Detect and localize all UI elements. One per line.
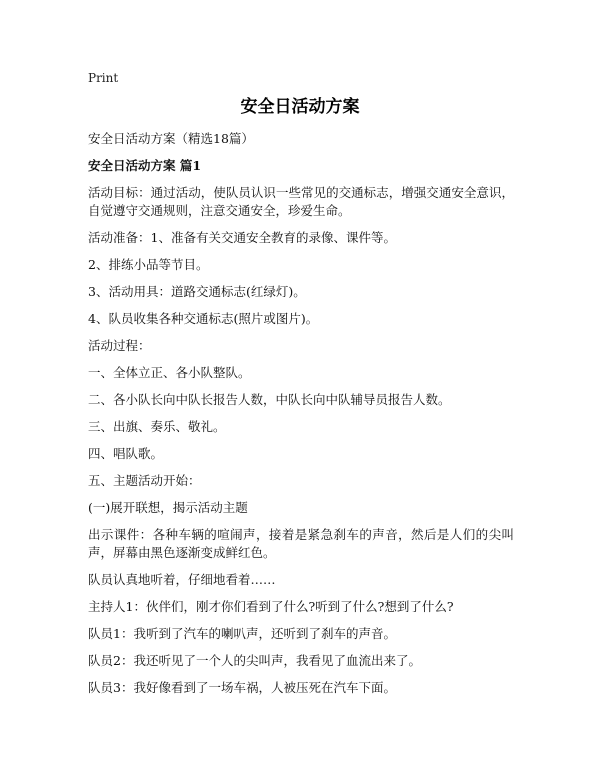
body-paragraph: 出示课件：各种车辆的喧闹声，接着是紧急刹车的声音，然后是人们的尖叫声，屏幕由黑色逐渐变成鲜红色。	[88, 527, 514, 560]
body-paragraph: 队员认真地听着，仔细地看着……	[88, 572, 276, 587]
body-paragraph: 队员1：我听到了汽车的喇叭声，还听到了刹车的声音。	[88, 626, 396, 641]
body-paragraph: 活动过程：	[88, 338, 151, 353]
body-paragraph: 二、各小队长向中队长报告人数，中队长向中队辅导员报告人数。	[88, 392, 451, 407]
subtitle-paragraph: 安全日活动方案（精选18篇）	[88, 131, 254, 146]
body-paragraph: 活动目标：通过活动，使队员认识一些常见的交通标志，增强交通安全意识，自觉遵守交通规则，注意交通安全，珍爱生命。	[88, 185, 514, 218]
body-paragraph: 一、全体立正、各小队整队。	[88, 365, 251, 380]
document-title: 安全日活动方案	[240, 97, 360, 117]
body-paragraph: (一)展开联想，揭示活动主题	[88, 500, 248, 515]
body-paragraph: 队员2：我还听见了一个人的尖叫声，我看见了血流出来了。	[88, 653, 421, 668]
body-paragraph: 2、排练小品等节目。	[88, 257, 209, 272]
section-heading: 安全日活动方案 篇1	[88, 158, 202, 173]
body-paragraph: 三、出旗、奏乐、敬礼。	[88, 419, 226, 434]
body-paragraph: 四、唱队歌。	[88, 446, 164, 461]
print-label[interactable]: Print	[88, 71, 119, 85]
document-body	[88, 130, 514, 706]
body-paragraph: 3、活动用具：道路交通标志(红绿灯)。	[88, 284, 306, 299]
body-paragraph: 主持人1：伙伴们，刚才你们看到了什么?听到了什么?想到了什么?	[88, 599, 454, 614]
body-paragraph: 活动准备：1、准备有关交通安全教育的录像、课件等。	[88, 230, 396, 245]
body-paragraph: 队员3：我好像看到了一场车祸，人被压死在汽车下面。	[88, 680, 396, 695]
body-paragraph: 4、队员收集各种交通标志(照片或图片)。	[88, 311, 319, 326]
body-paragraph: 五、主题活动开始：	[88, 473, 201, 488]
